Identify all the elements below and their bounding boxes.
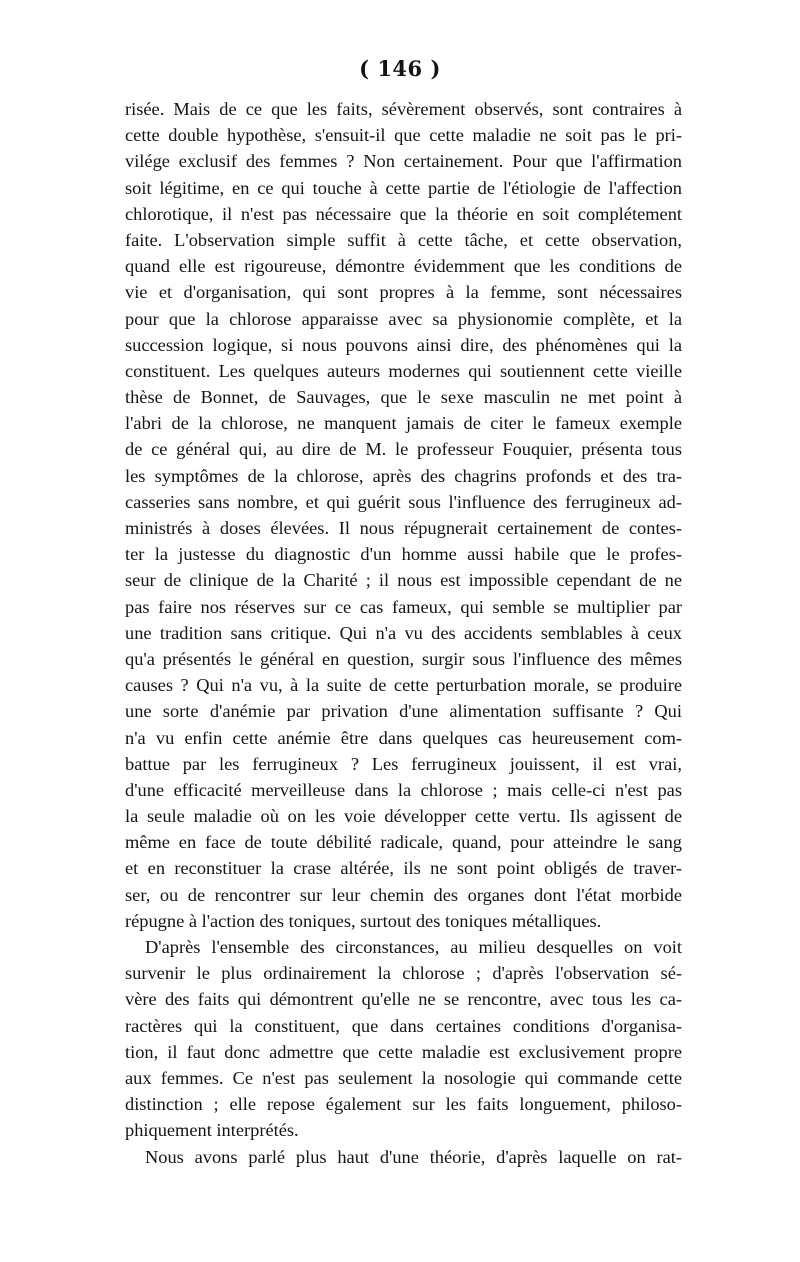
text-line: ser, ou de rencontrer sur leur chemin des organes dont l'état morbide	[125, 884, 682, 905]
text-line: risée. Mais de ce que les faits, sévèrement observés, sont contraires à	[125, 99, 682, 119]
text-line: survenir le plus ordinairement la chlorose ; d'après l'observation sé-	[125, 963, 682, 984]
paragraph-3	[125, 1144, 682, 1170]
text-line: aux femmes. Ce n'est pas seulement la nosologie qui commande cette	[125, 1067, 682, 1088]
text-line: battue par les ferrugineux ? Les ferrugineux jouissent, il est vrai,	[125, 753, 682, 774]
text-line: distinction ; elle repose également sur les faits longuement, philoso-	[125, 1094, 682, 1115]
text-line: ministrés à doses élevées. Il nous répugnerait certainement de contes-	[125, 518, 682, 538]
text-line: chlorotique, il n'est pas nécessaire que la théorie en soit complétement	[125, 203, 682, 224]
text-line: casseries sans nombre, et qui guérit sous l'influence des ferrugineux ad-	[125, 491, 682, 512]
text-line: répugne à l'action des toniques, surtout des toniques métalliques.	[125, 910, 602, 931]
text-line: quand elle est rigoureuse, démontre évidemment que les conditions de	[125, 256, 682, 277]
text-line: même en face de toute débilité radicale, quand, pour atteindre le sang	[125, 832, 682, 853]
text-line: n'a vu enfin cette anémie être dans quelques cas heureusement com-	[125, 727, 682, 748]
text-line: et en reconstituer la crase altérée, ils ne sont point obligés de traver-	[125, 858, 682, 879]
text-line: une sorte d'anémie par privation d'une alimentation suffisante ? Qui	[125, 701, 682, 722]
paragraph-1	[125, 96, 682, 934]
text-line: seur de clinique de la Charité ; il nous est impossible cependant de ne	[125, 570, 682, 591]
text-line: soit légitime, en ce qui touche à cette partie de l'étiologie de l'affection	[125, 177, 682, 198]
text-line: l'abri de la chlorose, ne manquent jamais de citer le fameux exemple	[125, 413, 682, 434]
text-line: qu'a présentés le général en question, surgir sous l'influence des mêmes	[125, 648, 682, 669]
text-line: Nous avons parlé plus haut d'une théorie, d'après laquelle on rat-	[145, 1146, 682, 1167]
body-text	[125, 96, 682, 1170]
text-line: thèse de Bonnet, de Sauvages, que le sexe masculin ne met point à	[125, 387, 682, 408]
text-line: de ce général qui, au dire de M. le professeur Fouquier, présenta tous	[125, 439, 682, 460]
text-line: causes ? Qui n'a vu, à la suite de cette perturbation morale, se produire	[125, 675, 682, 696]
text-line: constituent. Les quelques auteurs modernes qui soutiennent cette vieille	[125, 360, 682, 381]
text-line: faite. L'observation simple suffit à cette tâche, et cette observation,	[125, 229, 682, 250]
text-line: les symptômes de la chlorose, après des chagrins profonds et des tra-	[125, 465, 682, 486]
text-line: cette double hypothèse, s'ensuit-il que cette maladie ne soit pas le pri-	[125, 125, 682, 146]
text-line: pour que la chlorose apparaisse avec sa physionomie complète, et la	[125, 308, 682, 329]
text-line: D'après l'ensemble des circonstances, au milieu desquelles on voit	[145, 937, 682, 957]
text-line: succession logique, si nous pouvons ainsi dire, des phénomènes qui la	[125, 334, 682, 355]
text-line: la seule maladie où on les voie développer cette vertu. Ils agissent de	[125, 806, 682, 827]
page-number: ( 146 )	[359, 56, 441, 81]
text-line: d'une efficacité merveilleuse dans la chlorose ; mais celle-ci n'est pas	[125, 779, 682, 800]
text-line: pas faire nos réserves sur ce cas fameux, qui semble se multiplier par	[125, 596, 682, 617]
text-line: ter la justesse du diagnostic d'un homme aussi habile que le profes-	[125, 544, 682, 565]
text-line: phiquement interprétés.	[125, 1120, 299, 1141]
paragraph-2	[125, 934, 682, 1144]
text-line: vère des faits qui démontrent qu'elle ne se rencontre, avec tous les ca-	[125, 989, 682, 1010]
text-line: vie et d'organisation, qui sont propres à la femme, sont nécessaires	[125, 282, 682, 303]
text-line: vilége exclusif des femmes ? Non certainement. Pour que l'affirmation	[125, 151, 682, 172]
text-line: ractères qui la constituent, que dans certaines conditions d'organisa-	[125, 1015, 682, 1036]
text-line: une tradition sans critique. Qui n'a vu des accidents semblables à ceux	[125, 622, 682, 643]
text-line: tion, il faut donc admettre que cette maladie est exclusivement propre	[125, 1041, 682, 1062]
